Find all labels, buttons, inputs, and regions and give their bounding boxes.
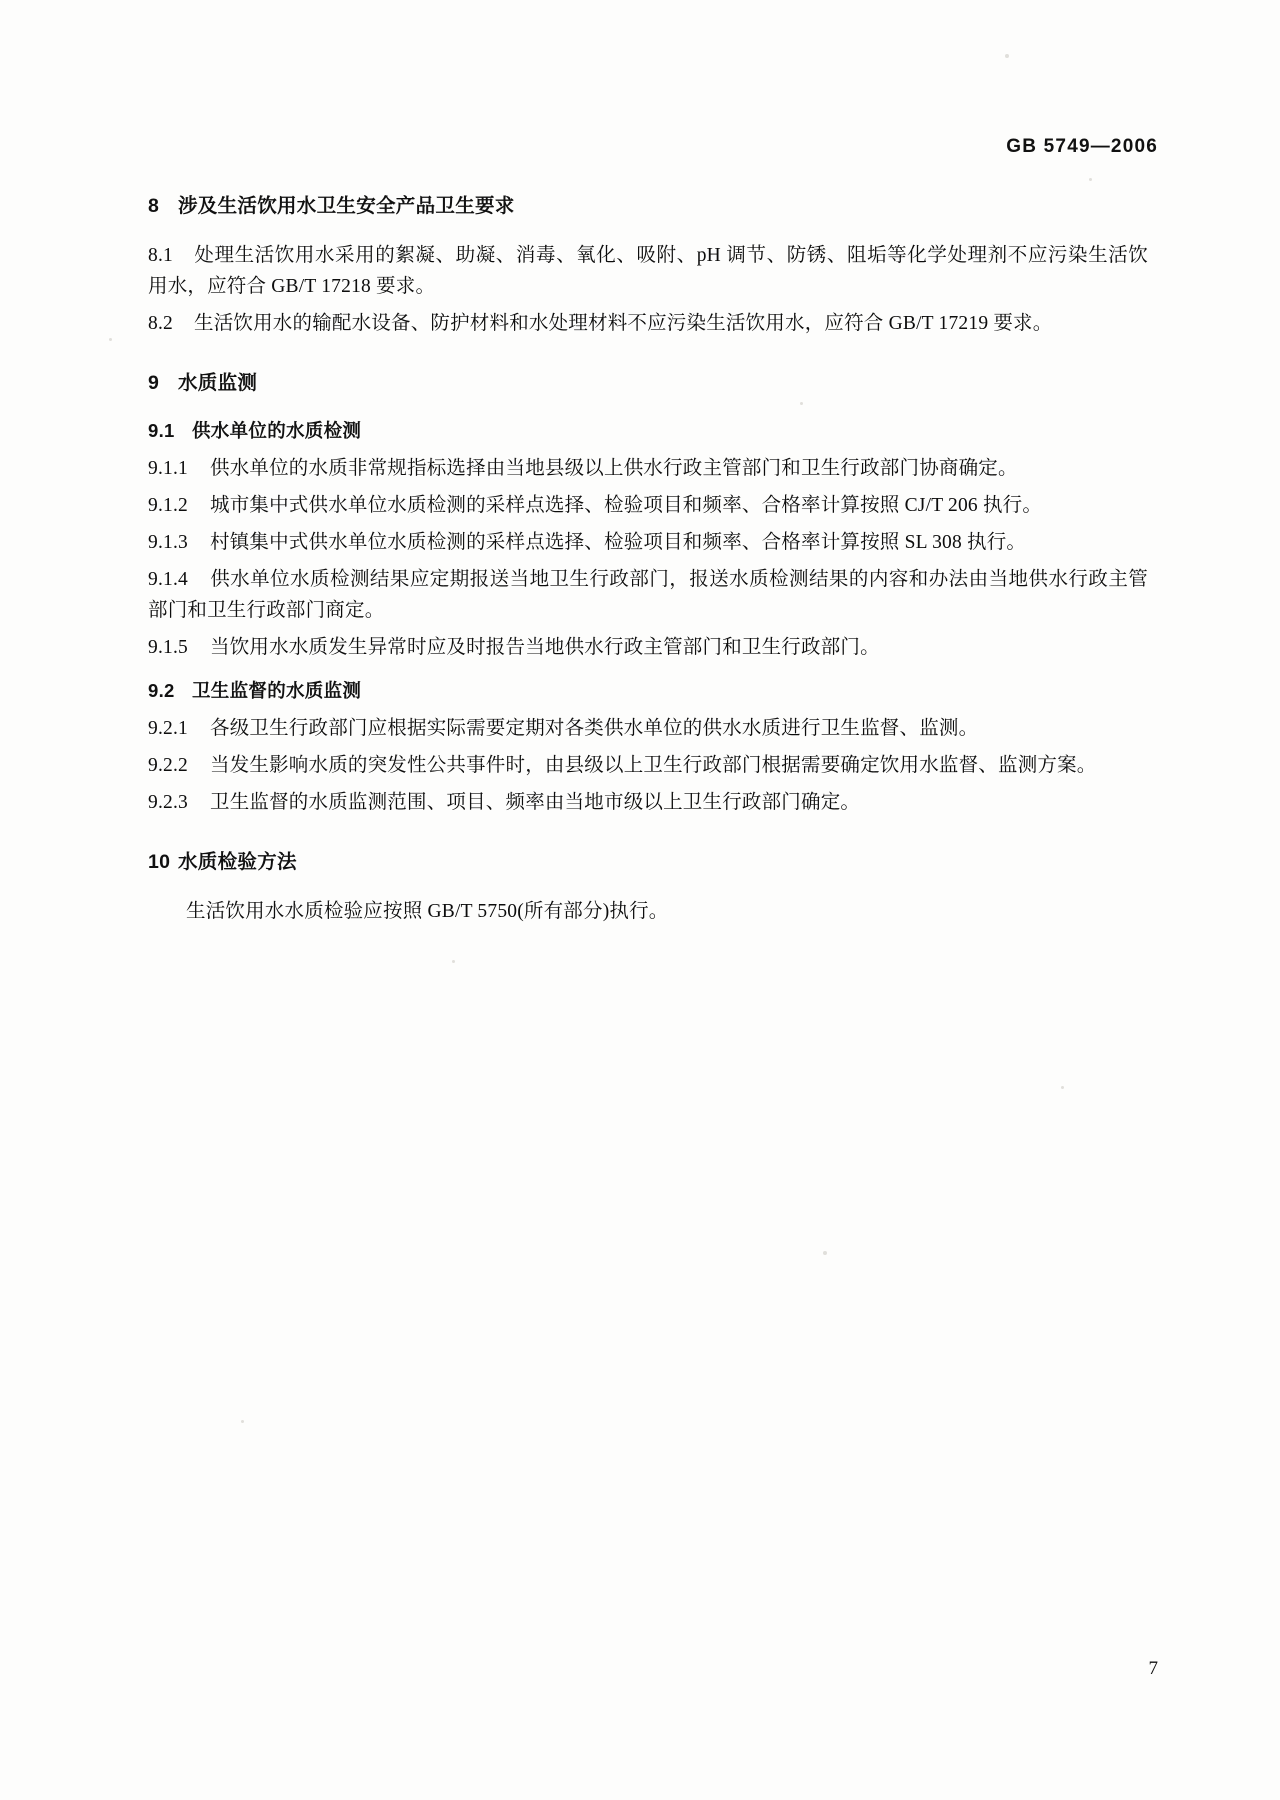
paragraph-text-8-1: 处理生活饮用水采用的絮凝、助凝、消毒、氧化、吸附、pH 调节、防锈、阻垢等化学处理剂不应污染生活饮用水，应符合 GB/T 17218 要求。 [148,245,1148,297]
subsection-title-9-2: 卫生监督的水质监测 [192,680,362,701]
paragraph-8-1 [148,240,1148,302]
paragraph-number-9-1-1: 9.1.1 [148,458,188,479]
subsection-heading-9-2 [148,677,1148,703]
paragraph-10-body: 生活饮用水水质检验应按照 GB/T 5750(所有部分)执行。 [186,901,669,922]
section-heading-9 [148,367,1148,395]
paragraph-number-8-2: 8.2 [148,313,173,334]
paragraph-text-9-1-2: 城市集中式供水单位水质检测的采样点选择、检验项目和频率、合格率计算按照 CJ/T 206 执行。 [210,495,1043,516]
section-number-8: 8 [148,195,160,217]
subsection-number-9-2: 9.2 [148,680,175,701]
paragraph-text-9-1-5: 当饮用水水质发生异常时应及时报告当地供水行政主管部门和卫生行政部门。 [210,637,880,658]
paragraph-9-1-5 [148,632,1148,663]
paragraph-text-9-1-4: 供水单位水质检测结果应定期报送当地卫生行政部门，报送水质检测结果的内容和办法由当地供水行政主管部门和卫生行政部门商定。 [148,569,1148,621]
paragraph-9-1-3 [148,527,1148,558]
paragraph-text-8-2: 生活饮用水的输配水设备、防护材料和水处理材料不应污染生活饮用水，应符合 GB/T 17219 要求。 [194,313,1053,334]
section-number-10: 10 [148,851,171,873]
paragraph-text-9-1-1: 供水单位的水质非常规指标选择由当地县级以上供水行政主管部门和卫生行政部门协商确定。 [210,458,1018,479]
paragraph-number-8-1: 8.1 [148,245,173,266]
paragraph-number-9-2-3: 9.2.3 [148,792,188,813]
paragraph-number-9-2-2: 9.2.2 [148,755,188,776]
paragraph-text-9-2-2: 当发生影响水质的突发性公共事件时，由县级以上卫生行政部门根据需要确定饮用水监督、监测方案。 [210,755,1097,776]
paragraph-8-2 [148,308,1148,339]
paragraph-9-2-2 [148,750,1148,781]
paragraph-text-9-2-1: 各级卫生行政部门应根据实际需要定期对各类供水单位的供水水质进行卫生监督、监测。 [210,718,979,739]
paragraph-number-9-1-4: 9.1.4 [148,569,188,590]
document-body [148,190,1148,927]
paragraph-9-2-1 [148,713,1148,744]
section-title-8: 涉及生活饮用水卫生安全产品卫生要求 [178,195,515,217]
page-header-standard-code: GB 5749—2006 [1006,136,1158,157]
paragraph-9-1-4 [148,564,1148,626]
section-number-9: 9 [148,372,160,394]
section-heading-8 [148,190,1148,218]
paragraph-9-2-3 [148,787,1148,818]
subsection-heading-9-1 [148,417,1148,443]
paragraph-text-9-1-3: 村镇集中式供水单位水质检测的采样点选择、检验项目和频率、合格率计算按照 SL 308 执行。 [210,532,1027,553]
section-title-9: 水质监测 [178,372,258,394]
paragraph-number-9-2-1: 9.2.1 [148,718,188,739]
paragraph-text-9-2-3: 卫生监督的水质监测范围、项目、频率由当地市级以上卫生行政部门确定。 [210,792,861,813]
paragraph-number-9-1-3: 9.1.3 [148,532,188,553]
subsection-title-9-1: 供水单位的水质检测 [192,420,362,441]
page-number: 7 [1148,1658,1158,1679]
section-title-10: 水质检验方法 [178,851,297,873]
paragraph-number-9-1-2: 9.1.2 [148,495,188,516]
paragraph-9-1-2 [148,490,1148,521]
paragraph-number-9-1-5: 9.1.5 [148,637,188,658]
section-heading-10 [148,846,1148,874]
paragraph-9-1-1 [148,453,1148,484]
subsection-number-9-1: 9.1 [148,420,175,441]
